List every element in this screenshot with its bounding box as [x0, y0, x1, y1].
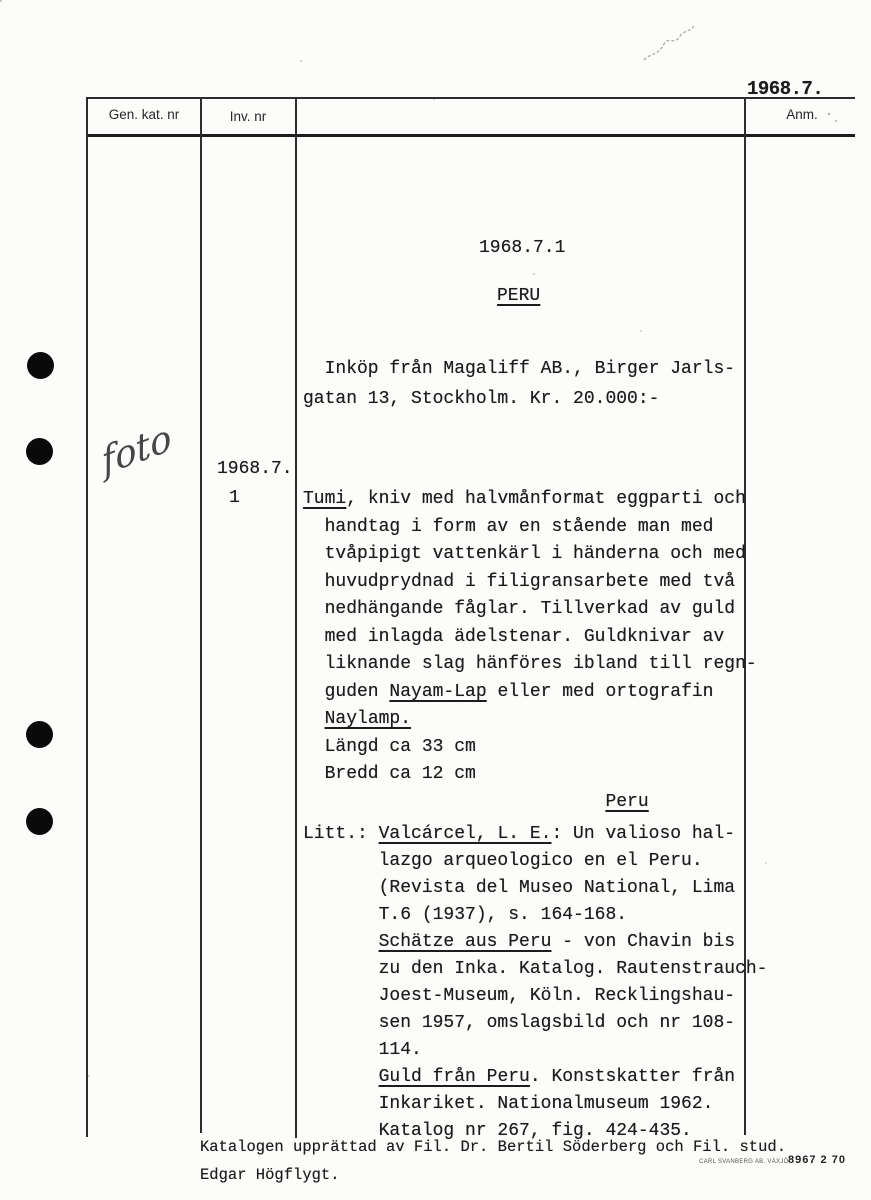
typewritten-line: Katalog nr 267, fig. 424-435.: [303, 1121, 692, 1141]
typewritten-line: Längd ca 33 cm: [303, 736, 476, 757]
catalog-credit-line-2: Edgar Högflygt.: [200, 1166, 340, 1184]
typewritten-line: Tumi, kniv med halvmånformat eggparti och: [303, 489, 746, 509]
typewritten-line: gatan 13, Stockholm. Kr. 20.000:-: [303, 389, 660, 409]
typewritten-line: huvudprydnad i filigransarbete med två: [303, 571, 736, 592]
typewritten-line: Inkariket. Nationalmuseum 1962.: [303, 1094, 714, 1114]
entry-number: 1968.7.1: [479, 238, 566, 258]
inventory-number-year: 1968.7.: [217, 459, 293, 479]
hole-punch-mark: [26, 438, 53, 465]
hole-punch-mark: [26, 808, 53, 835]
typewritten-line: Litt.: Valcárcel, L. E.: Un valioso hal-: [303, 824, 736, 844]
printer-imprint: CARL SVANBERG AB. VÄXJÖ: [699, 1159, 789, 1165]
scan-speckles: [0, 0, 2, 2]
typewritten-line: Inköp från Magaliff AB., Birger Jarls-: [303, 359, 736, 379]
typewritten-line: Guld från Peru. Konstskatter från: [378, 1067, 736, 1087]
typewritten-line: Peru: [605, 791, 649, 812]
typewritten-line: (Revista del Museo National, Lima: [303, 878, 736, 898]
pencil-squiggle: [638, 22, 700, 66]
typewritten-line: 114.: [303, 1040, 422, 1060]
form-print-code: 8967 2 70: [788, 1154, 846, 1166]
page-year-reference: 1968.7.: [747, 78, 824, 100]
typewritten-line: lazgo arqueologico en el Peru.: [303, 851, 703, 871]
catalog-credit-line-1: Katalogen upprättad av Fil. Dr. Bertil Söderberg och Fil. stud.: [200, 1138, 786, 1156]
table-header-bottom-border: [87, 134, 855, 137]
typewritten-line: Bredd ca 12 cm: [303, 764, 476, 784]
hole-punch-mark: [26, 721, 53, 748]
typewritten-line: handtag i form av en stående man med: [303, 516, 714, 537]
typewritten-line: liknande slag hänföres ibland till regn-: [303, 654, 757, 674]
typewritten-line: sen 1957, omslagsbild och nr 108-: [303, 1013, 736, 1033]
column-divider-inv-nr: [295, 97, 297, 1138]
typewritten-line: nedhängande fåglar. Tillverkad av guld: [303, 599, 736, 619]
typewritten-line: guden Nayam-Lap eller med ortografin: [303, 681, 714, 702]
table-border-top: [87, 97, 855, 99]
typewritten-line: Schätze aus Peru - von Chavin bis: [378, 932, 736, 952]
entry-country-heading: PERU: [497, 286, 541, 306]
column-header-gen-kat-nr: Gen. kat. nr: [108, 107, 180, 122]
typewritten-line: zu den Inka. Katalog. Rautenstrauch-: [303, 959, 768, 979]
typewritten-line: med inlagda ädelstenar. Guldknivar av: [303, 626, 725, 647]
typewritten-line: Naylamp.: [324, 709, 412, 729]
object-description: [303, 486, 757, 816]
column-header-inv-nr: Inv. nr: [229, 109, 267, 124]
column-divider-gen-kat: [200, 97, 202, 1133]
table-border-left: [86, 97, 88, 1137]
purchase-note: [303, 354, 735, 414]
inventory-number-item: 1: [229, 488, 240, 508]
hole-punch-mark: [27, 352, 54, 379]
typewritten-line: tvåpipigt vattenkärl i händerna och med: [303, 544, 746, 564]
typewritten-line: Joest-Museum, Köln. Recklingshau-: [303, 986, 736, 1006]
typewritten-line: T.6 (1937), s. 164-168.: [303, 905, 628, 925]
literature-references: [303, 821, 767, 1145]
handwritten-foto-note: foto: [98, 415, 175, 484]
column-header-anm: Anm.: [786, 107, 818, 122]
